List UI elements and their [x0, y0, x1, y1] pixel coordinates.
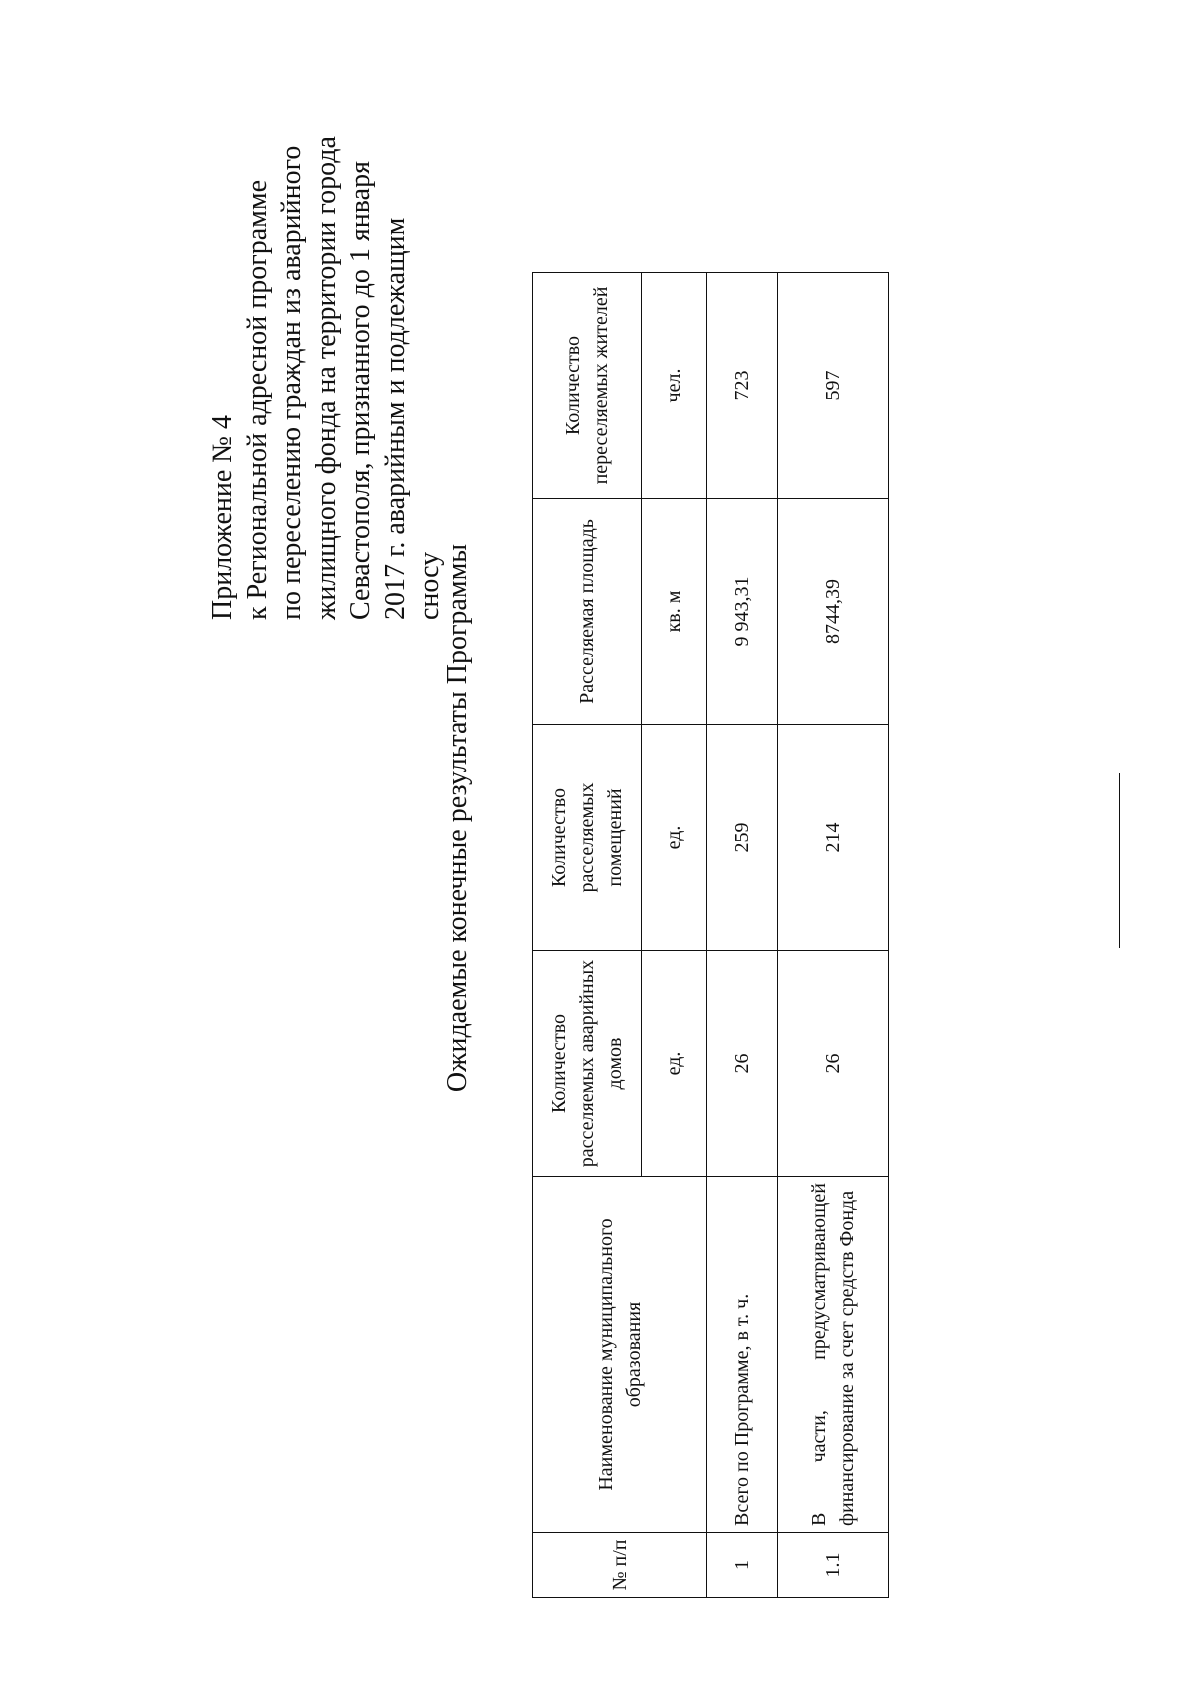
appendix-header — [206, 40, 448, 620]
row-num: 1 — [707, 1533, 778, 1598]
header-line: к Региональной адресной программе — [241, 179, 273, 620]
header-residents: Количество переселяемых жителей — [533, 273, 642, 499]
document-page — [184, 38, 1184, 1598]
document-title: Ожидаемые конечные результаты Программы — [442, 543, 473, 1093]
table-header-row — [533, 273, 642, 1598]
row-area: 8744,39 — [778, 499, 889, 725]
row-residents: 597 — [778, 273, 889, 499]
header-line: 2017 г. аварийным и подлежащим — [379, 217, 411, 620]
unit-residents: чел. — [642, 273, 707, 499]
header-line: Приложение № 4 — [207, 415, 238, 620]
results-table — [532, 272, 889, 1598]
header-premises: Количество расселяемых помещений — [533, 725, 642, 951]
header-line: по переселению граждан из аварийного — [276, 145, 307, 620]
table-row — [707, 273, 778, 1598]
row-num: 1.1 — [778, 1533, 889, 1598]
header-line: Севастополя, признанного до 1 января — [345, 161, 376, 620]
header-line: жилищного фонда на территории города — [310, 136, 342, 620]
unit-area: кв. м — [642, 499, 707, 725]
row-premises: 259 — [707, 725, 778, 951]
row-name: Всего по Программе, в т. ч. — [707, 1177, 778, 1533]
unit-premises: ед. — [642, 725, 707, 951]
row-name: В части, предусматривающей финансирование за счет средств Фонда — [778, 1177, 889, 1533]
unit-houses: ед. — [642, 951, 707, 1177]
header-houses: Количество расселяемых аварийных домов — [533, 951, 642, 1177]
header-area: Расселяемая площадь — [533, 499, 642, 725]
header-name: Наименование муниципального образования — [533, 1177, 707, 1533]
header-line: сносу — [414, 551, 445, 620]
row-area: 9 943,31 — [707, 499, 778, 725]
row-premises: 214 — [778, 725, 889, 951]
row-residents: 723 — [707, 273, 778, 499]
closing-divider-line — [1119, 773, 1120, 948]
table-row — [778, 273, 889, 1598]
row-houses: 26 — [707, 951, 778, 1177]
row-houses: 26 — [778, 951, 889, 1177]
header-num: № п/п — [533, 1533, 707, 1598]
